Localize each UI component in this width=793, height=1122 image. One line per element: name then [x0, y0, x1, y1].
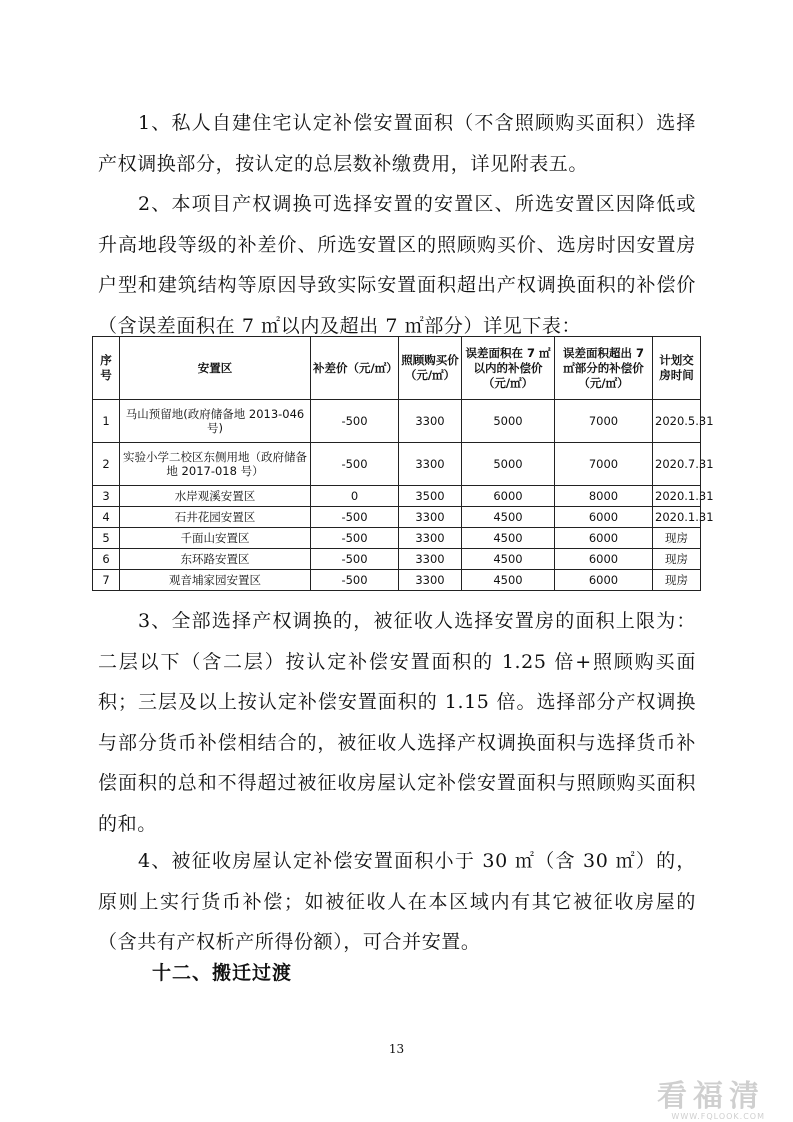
cell-index: 7: [93, 570, 120, 591]
cell-error-over: 7000: [555, 400, 653, 443]
cell-error-within: 4500: [462, 528, 555, 549]
cell-error-within: 4500: [462, 570, 555, 591]
cell-care-price: 3300: [399, 400, 462, 443]
cell-index: 4: [93, 507, 120, 528]
cell-price-diff: -500: [311, 400, 399, 443]
cell-care-price: 3500: [399, 486, 462, 507]
cell-area: 东环路安置区: [120, 549, 311, 570]
section-heading: 十二、搬迁过渡: [152, 962, 293, 984]
header-area: 安置区: [120, 337, 311, 400]
cell-index: 1: [93, 400, 120, 443]
cell-care-price: 3300: [399, 570, 462, 591]
table-header-row: [93, 337, 701, 400]
cell-delivery-time: 2020.5.31: [653, 400, 701, 443]
cell-index: 5: [93, 528, 120, 549]
header-care-price: 照顾购买价（元/㎡）: [399, 337, 462, 400]
cell-error-over: 6000: [555, 528, 653, 549]
header-price-diff: 补差价（元/㎡）: [311, 337, 399, 400]
paragraph-1: 1、私人自建住宅认定补偿安置面积（不含照顾购买面积）选择产权调换部分，按认定的总层数补缴费用，详见附表五。: [98, 112, 696, 175]
cell-delivery-time: 现房: [653, 549, 701, 570]
cell-care-price: 3300: [399, 528, 462, 549]
cell-delivery-time: 现房: [653, 528, 701, 549]
cell-price-diff: -500: [311, 443, 399, 486]
watermark: [657, 1079, 765, 1122]
cell-area: 观音埔家园安置区: [120, 570, 311, 591]
cell-error-over: 6000: [555, 570, 653, 591]
cell-care-price: 3300: [399, 507, 462, 528]
paragraph-4: 4、被征收房屋认定补偿安置面积小于 30 ㎡（含 30 ㎡）的，原则上实行货币补偿；如被征收人在本区域内有其它被征收房屋的（含共有产权析产所得份额），可合并安置。: [98, 850, 696, 953]
header-error-over: 误差面积超出 7 ㎡部分的补偿价（元/㎡）: [555, 337, 653, 400]
cell-error-within: 5000: [462, 443, 555, 486]
cell-delivery-time: 2020.1.31: [653, 486, 701, 507]
cell-price-diff: -500: [311, 507, 399, 528]
cell-error-over: 7000: [555, 443, 653, 486]
resettlement-table: [92, 336, 714, 591]
cell-error-within: 6000: [462, 486, 555, 507]
cell-area: 实验小学二校区东侧用地（政府储备地 2017-018 号）: [120, 443, 311, 486]
table-row: [93, 507, 701, 528]
header-index: 序号: [93, 337, 120, 400]
cell-error-within: 4500: [462, 549, 555, 570]
cell-area: 马山预留地(政府储备地 2013-046 号): [120, 400, 311, 443]
watermark-url: WWW.FQLOOK.COM: [671, 1112, 765, 1121]
cell-care-price: 3300: [399, 549, 462, 570]
table-row: [93, 443, 701, 486]
table-row: [93, 528, 701, 549]
paragraph-2: 2、本项目产权调换可选择安置的安置区、所选安置区因降低或升高地段等级的补差价、所选安置区的照顾购买价、选房时因安置房户型和建筑结构等原因导致实际安置面积超出产权调换面积的补偿价（含误差面积在 7 ㎡以内及超出 7 ㎡部分）详见下表：: [98, 193, 696, 337]
cell-error-within: 4500: [462, 507, 555, 528]
watermark-logo-text: 看福清: [657, 1079, 765, 1114]
cell-index: 3: [93, 486, 120, 507]
table-row: [93, 486, 701, 507]
cell-index: 2: [93, 443, 120, 486]
cell-delivery-time: 2020.1.31: [653, 507, 701, 528]
cell-delivery-time: 2020.7.31: [653, 443, 701, 486]
cell-price-diff: 0: [311, 486, 399, 507]
table-row: [93, 400, 701, 443]
paragraph-3: 3、全部选择产权调换的，被征收人选择安置房的面积上限为：二层以下（含二层）按认定补偿安置面积的 1.25 倍+照顾购买面积；三层及以上按认定补偿安置面积的 1.15 倍。选择部分产权调换与部分货币补偿相结合的，被征收人选择产权调换面积与选择货币补偿面积的总和不得超过被征收房屋认定补偿安置面积与照顾购买面积的和。: [98, 610, 696, 835]
cell-error-over: 6000: [555, 507, 653, 528]
cell-price-diff: -500: [311, 528, 399, 549]
cell-delivery-time: 现房: [653, 570, 701, 591]
cell-area: 水岸观溪安置区: [120, 486, 311, 507]
cell-error-within: 5000: [462, 400, 555, 443]
cell-price-diff: -500: [311, 570, 399, 591]
header-delivery-time: 计划交房时间: [653, 337, 701, 400]
page-number: 13: [388, 1042, 405, 1056]
table-row: [93, 570, 701, 591]
cell-area: 千面山安置区: [120, 528, 311, 549]
header-error-within: 误差面积在 7 ㎡以内的补偿价（元/㎡）: [462, 337, 555, 400]
cell-error-over: 6000: [555, 549, 653, 570]
cell-care-price: 3300: [399, 443, 462, 486]
cell-error-over: 8000: [555, 486, 653, 507]
cell-price-diff: -500: [311, 549, 399, 570]
table-row: [93, 549, 701, 570]
cell-index: 6: [93, 549, 120, 570]
cell-area: 石井花园安置区: [120, 507, 311, 528]
